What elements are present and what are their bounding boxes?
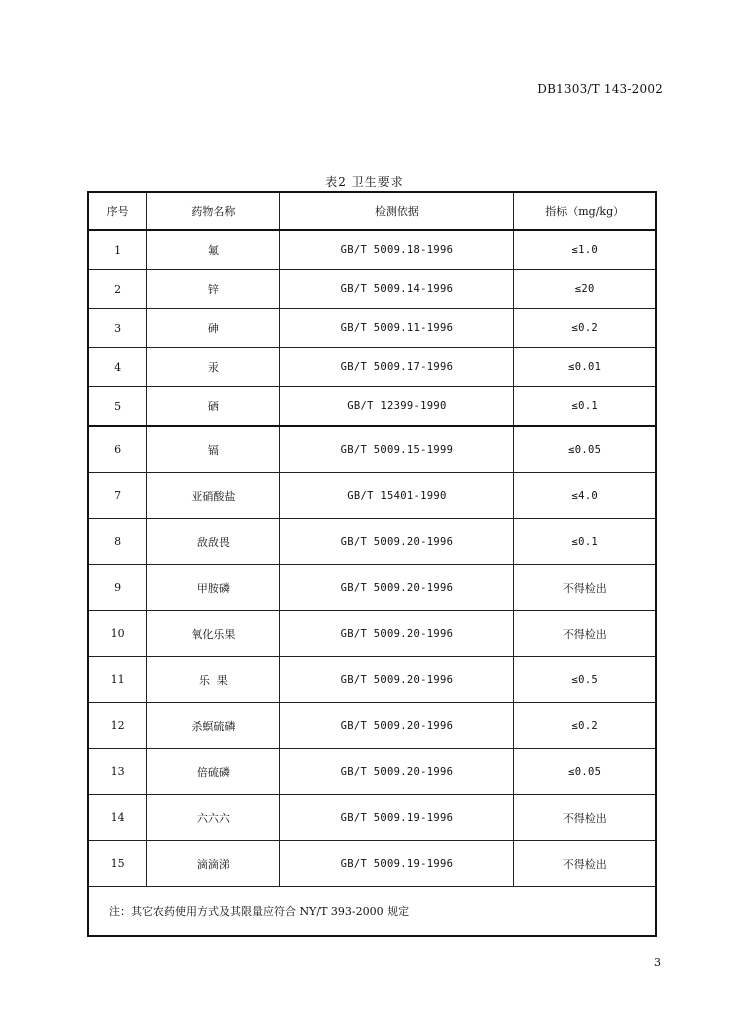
table-note-row — [88, 887, 656, 937]
row-number: 3 — [88, 309, 147, 348]
row-drug-name: 砷 — [147, 309, 280, 348]
table-row — [88, 749, 656, 795]
table-note: 注：其它农药使用方式及其限量应符合 NY/T 393-2000 规定 — [88, 887, 656, 937]
row-number: 15 — [88, 841, 147, 887]
standard-code: DB1303/T 143-2002 — [537, 82, 663, 96]
hygiene-requirements-table — [87, 191, 657, 937]
row-test-method: GB/T 5009.17-1996 — [280, 348, 514, 387]
table-row — [88, 309, 656, 348]
table-header-row — [88, 192, 656, 230]
row-test-method: GB/T 5009.19-1996 — [280, 841, 514, 887]
row-limit: ≤0.1 — [514, 519, 656, 565]
table-row — [88, 795, 656, 841]
row-limit: ≤0.01 — [514, 348, 656, 387]
row-limit: ≤0.5 — [514, 657, 656, 703]
header-drug-name: 药物名称 — [147, 192, 280, 230]
row-number: 6 — [88, 426, 147, 473]
row-limit: 不得检出 — [514, 611, 656, 657]
row-limit: ≤4.0 — [514, 473, 656, 519]
row-number: 12 — [88, 703, 147, 749]
row-number: 14 — [88, 795, 147, 841]
row-drug-name: 滴滴涕 — [147, 841, 280, 887]
row-test-method: GB/T 5009.20-1996 — [280, 749, 514, 795]
row-test-method: GB/T 5009.20-1996 — [280, 519, 514, 565]
row-drug-name: 敌敌畏 — [147, 519, 280, 565]
row-number: 4 — [88, 348, 147, 387]
row-drug-name: 乐 果 — [147, 657, 280, 703]
row-limit: ≤0.1 — [514, 387, 656, 427]
table-row — [88, 270, 656, 309]
row-test-method: GB/T 5009.11-1996 — [280, 309, 514, 348]
row-number: 1 — [88, 230, 147, 270]
table-row — [88, 519, 656, 565]
table-row — [88, 230, 656, 270]
row-test-method: GB/T 15401-1990 — [280, 473, 514, 519]
row-limit: 不得检出 — [514, 565, 656, 611]
row-drug-name: 汞 — [147, 348, 280, 387]
table-row — [88, 611, 656, 657]
row-number: 5 — [88, 387, 147, 427]
row-number: 7 — [88, 473, 147, 519]
row-drug-name: 亚硝酸盐 — [147, 473, 280, 519]
table-title: 表2 卫生要求 — [325, 175, 404, 189]
row-limit: ≤0.2 — [514, 703, 656, 749]
header-test-method: 检测依据 — [280, 192, 514, 230]
row-limit: ≤0.05 — [514, 426, 656, 473]
table-row — [88, 473, 656, 519]
row-test-method: GB/T 5009.19-1996 — [280, 795, 514, 841]
row-drug-name: 倍硫磷 — [147, 749, 280, 795]
table-row — [88, 657, 656, 703]
row-limit: ≤0.2 — [514, 309, 656, 348]
page-number: 3 — [654, 956, 661, 969]
row-drug-name: 杀螟硫磷 — [147, 703, 280, 749]
row-drug-name: 锌 — [147, 270, 280, 309]
row-test-method: GB/T 5009.18-1996 — [280, 230, 514, 270]
row-test-method: GB/T 5009.14-1996 — [280, 270, 514, 309]
row-limit: ≤0.05 — [514, 749, 656, 795]
row-drug-name: 硒 — [147, 387, 280, 427]
row-test-method: GB/T 5009.15-1999 — [280, 426, 514, 473]
row-test-method: GB/T 5009.20-1996 — [280, 565, 514, 611]
row-number: 13 — [88, 749, 147, 795]
table-row — [88, 841, 656, 887]
row-drug-name: 镉 — [147, 426, 280, 473]
row-limit: ≤20 — [514, 270, 656, 309]
row-test-method: GB/T 12399-1990 — [280, 387, 514, 427]
row-limit: 不得检出 — [514, 795, 656, 841]
row-number: 8 — [88, 519, 147, 565]
row-drug-name: 氟 — [147, 230, 280, 270]
header-limit: 指标（mg/kg） — [514, 192, 656, 230]
row-test-method: GB/T 5009.20-1996 — [280, 703, 514, 749]
row-test-method: GB/T 5009.20-1996 — [280, 657, 514, 703]
row-number: 9 — [88, 565, 147, 611]
row-drug-name: 甲胺磷 — [147, 565, 280, 611]
row-number: 2 — [88, 270, 147, 309]
row-limit: 不得检出 — [514, 841, 656, 887]
table-row — [88, 348, 656, 387]
table-row — [88, 565, 656, 611]
table-row — [88, 426, 656, 473]
header-serial-number: 序号 — [88, 192, 147, 230]
row-number: 11 — [88, 657, 147, 703]
row-drug-name: 六六六 — [147, 795, 280, 841]
row-drug-name: 氧化乐果 — [147, 611, 280, 657]
row-test-method: GB/T 5009.20-1996 — [280, 611, 514, 657]
row-number: 10 — [88, 611, 147, 657]
row-limit: ≤1.0 — [514, 230, 656, 270]
table-row — [88, 387, 656, 427]
table-row — [88, 703, 656, 749]
